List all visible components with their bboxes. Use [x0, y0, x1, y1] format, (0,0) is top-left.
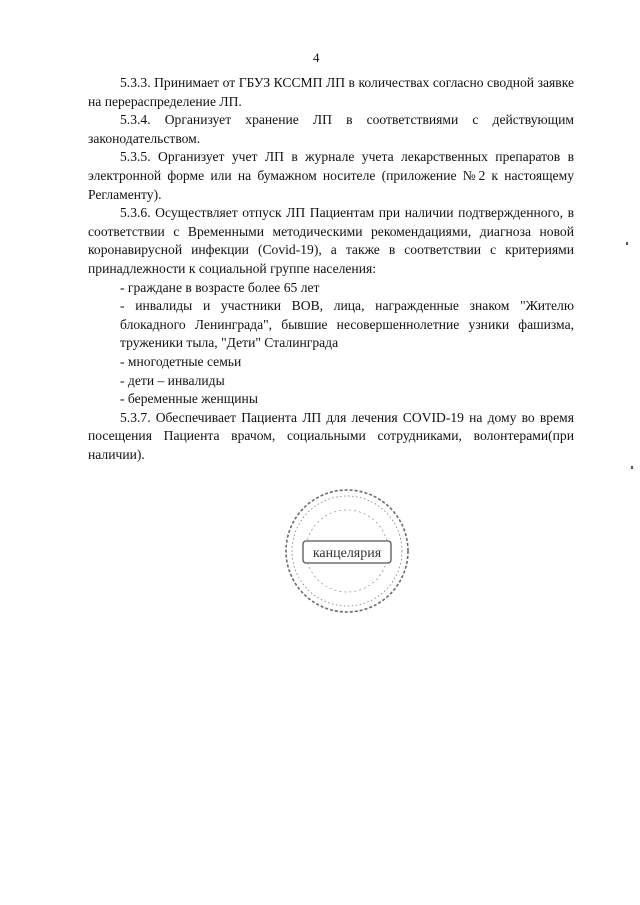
social-groups-list: [88, 279, 574, 409]
list-item: - многодетные семьи: [120, 353, 242, 369]
scan-speck: [626, 242, 628, 245]
list-item: - беременные женщины: [120, 391, 258, 407]
office-stamp: [283, 487, 411, 615]
stamp-text: канцелярия: [312, 546, 382, 561]
paragraph-5-3-6: 5.3.6. Осуществляет отпуск ЛП Пациентам при наличии подтвержденного, в соответствии с Временными методическими рекомендациями, диагноза новой коронавирусной инфекции (Covid-19), а также в соответствии с критериями принадлежности к социальной группе населения:: [88, 205, 574, 276]
page-number: 4: [313, 50, 320, 65]
paragraph-5-3-3: 5.3.3. Принимает от ГБУЗ КССМП ЛП в количествах согласно сводной заявке на перераспределение ЛП.: [88, 75, 574, 109]
stamp-seal-icon: [283, 487, 411, 615]
list-item: - граждане в возрасте более 65 лет: [120, 279, 320, 295]
document-body: [88, 74, 574, 464]
scan-speck: [631, 466, 633, 469]
paragraph-5-3-7: 5.3.7. Обеспечивает Пациента ЛП для лечения COVID-19 на дому во время посещения Пациента врачом, социальными сотрудниками, волонтерами(при наличии).: [88, 409, 574, 462]
paragraph-5-3-5: 5.3.5. Организует учет ЛП в журнале учета лекарственных препаратов в электронной форме или на бумажном носителе (приложение №2 к настоящему Регламенту).: [88, 149, 574, 202]
paragraph-5-3-4: 5.3.4. Организует хранение ЛП в соответствиями с действующим законодательством.: [88, 112, 574, 146]
list-item: - инвалиды и участники ВОВ, лица, награжденные знаком "Жителю блокадного Ленинграда", бывшие несовершеннолетние узники фашизма, труженики тыла, "Дети" Сталинграда: [120, 298, 574, 351]
list-item: - дети – инвалиды: [120, 372, 225, 388]
